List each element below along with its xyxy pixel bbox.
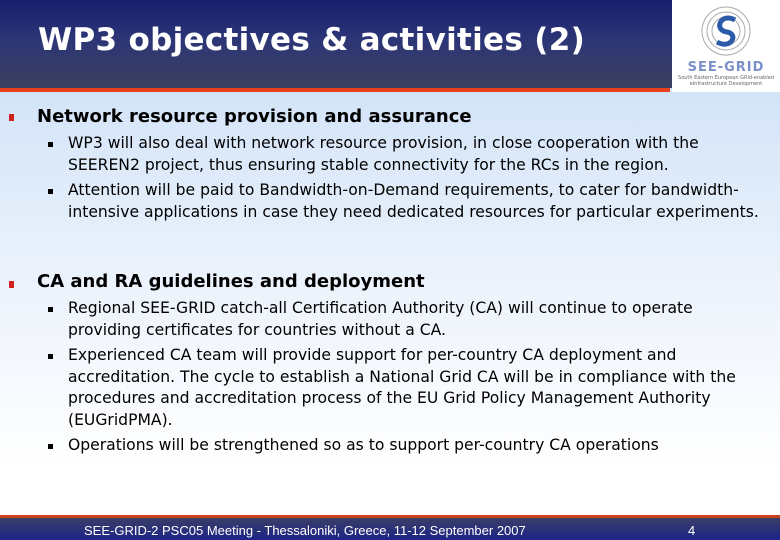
page-number: 4 <box>688 523 696 538</box>
list-item: Experienced CA team will provide support for per-country CA deployment and accreditation. The cycle to establish a National Grid CA will be in compliance with the procedures and accreditation process of the EU Grid Policy Management Authority (EUGridPMA). <box>48 345 763 431</box>
see-grid-logo <box>672 0 780 92</box>
section-heading: CA and RA guidelines and deployment <box>37 271 425 292</box>
logo-name: SEE-GRID <box>687 60 765 75</box>
title-underline <box>0 88 670 92</box>
bullet-icon <box>9 281 14 288</box>
section-heading: Network resource provision and assurance <box>37 106 472 127</box>
list-item: Operations will be strengthened so as to support per-country CA operations <box>48 435 763 457</box>
bullet-list <box>48 298 763 461</box>
title-bar <box>0 0 672 88</box>
logo-subtitle: South Eastern European GRid-enabled eInfrastructure Development <box>678 75 774 87</box>
list-item: Regional SEE-GRID catch-all Certification Authority (CA) will continue to operate providing certificates for countries without a CA. <box>48 298 763 341</box>
footer <box>0 515 780 540</box>
list-item: Attention will be paid to Bandwidth-on-Demand requirements, to cater for bandwidth-intensive applications in case they need dedicated resources for particular experiments. <box>48 180 763 223</box>
bullet-list <box>48 133 763 227</box>
swirl-logo-icon <box>691 2 761 60</box>
slide-title: WP3 objectives & activities (2) <box>38 22 586 58</box>
footer-text: SEE-GRID-2 PSC05 Meeting - Thessaloniki, Greece, 11-12 September 2007 <box>84 523 526 538</box>
list-item: WP3 will also deal with network resource provision, in close cooperation with the SEEREN2 project, thus ensuring stable connectivity for the RCs in the region. <box>48 133 763 176</box>
bullet-icon <box>9 114 14 121</box>
